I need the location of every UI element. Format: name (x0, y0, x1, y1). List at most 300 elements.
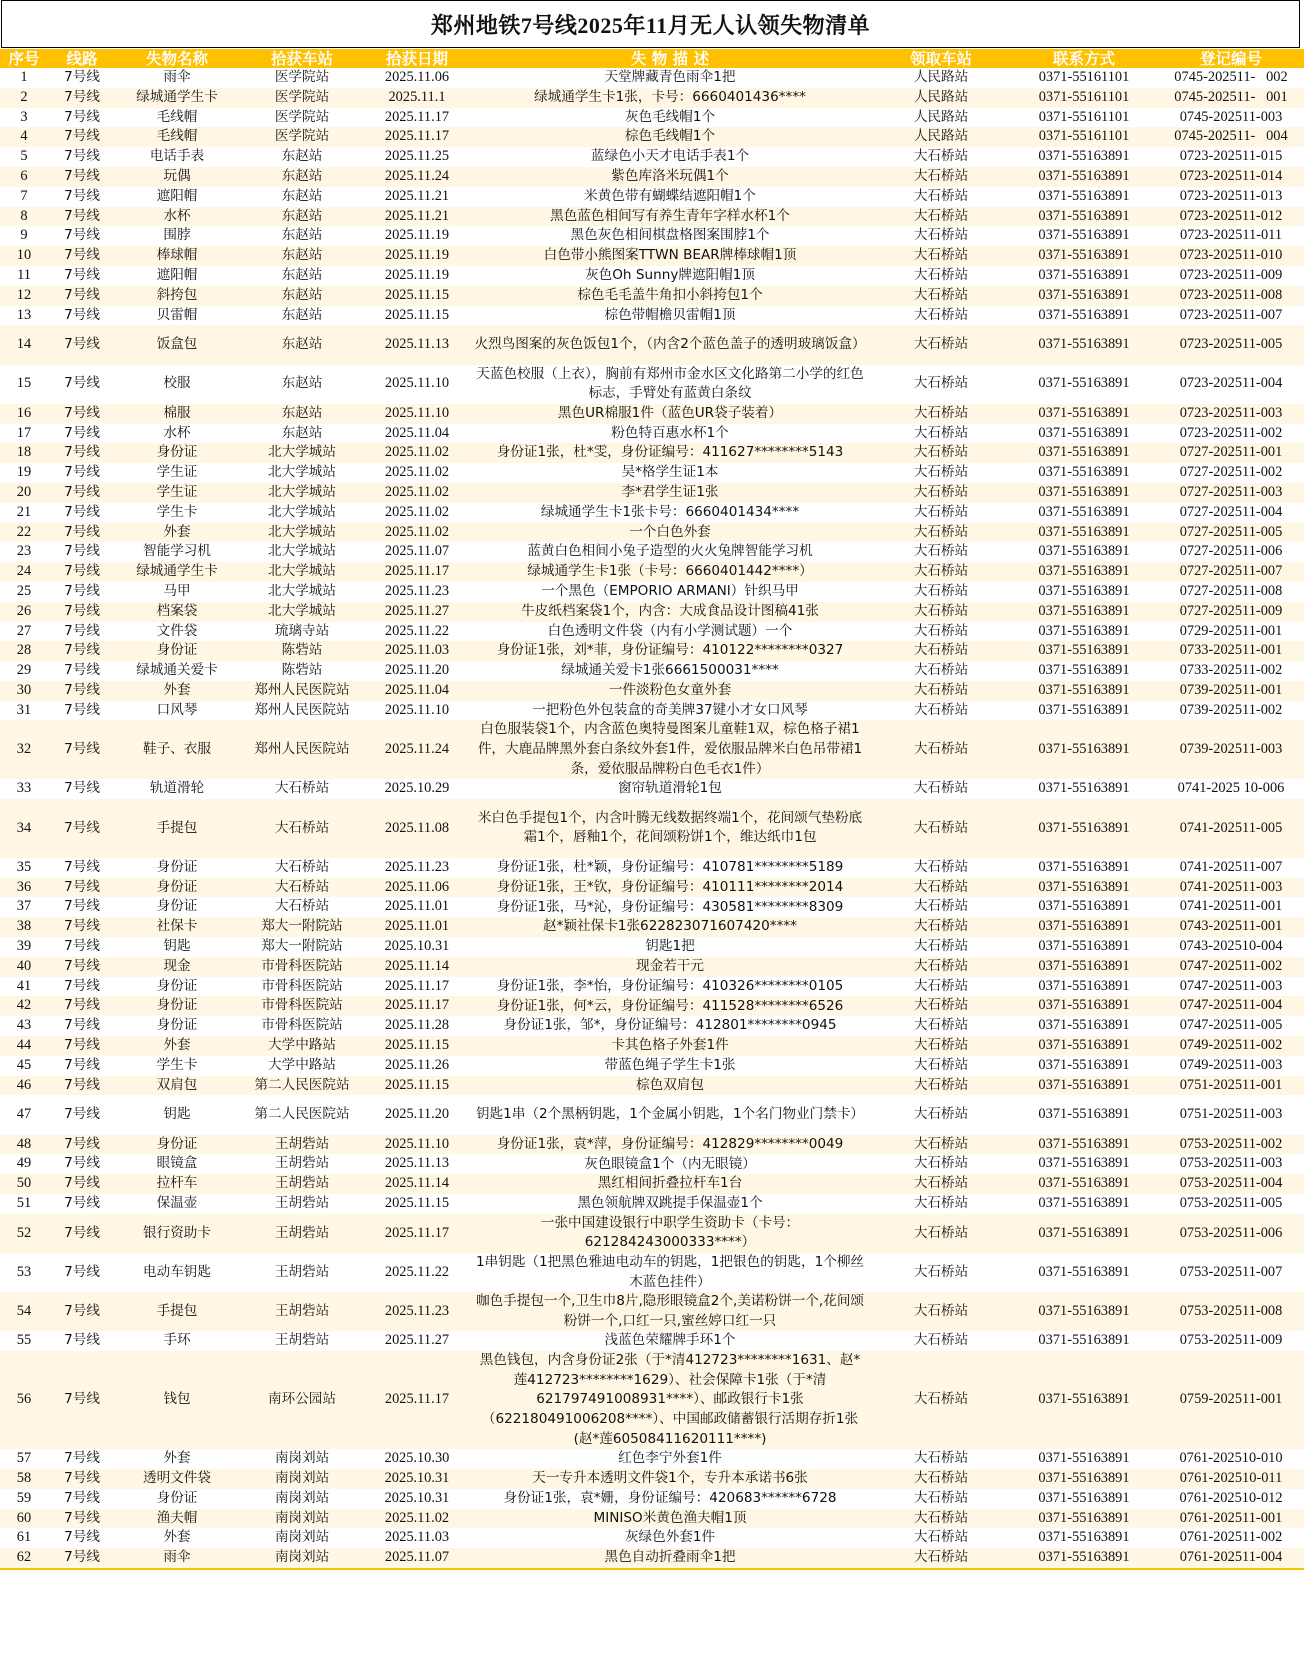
cell-line: 7号线 (48, 1528, 116, 1548)
cell-found-station: 第二人民医院站 (238, 1076, 366, 1096)
cell-found-station: 市骨科医院站 (238, 1016, 366, 1036)
cell-description: 黑红相间折叠拉杆车1台 (468, 1174, 872, 1194)
cell-no: 31 (0, 701, 48, 721)
cell-description: 蓝黄白色相间小兔子造型的火火兔牌智能学习机 (468, 542, 872, 562)
cell-description: 灰绿色外套1件 (468, 1528, 872, 1548)
cell-line: 7号线 (48, 108, 116, 128)
cell-found-station: 北大学城站 (238, 562, 366, 582)
cell-reg-no: 0751-202511-001 (1158, 1076, 1304, 1096)
cell-no: 19 (0, 463, 48, 483)
col-header-no: 序号 (0, 49, 48, 68)
cell-reg-no: 0727-202511-005 (1158, 523, 1304, 543)
table-row (0, 1253, 1304, 1292)
cell-pickup-station: 大石桥站 (872, 562, 1010, 582)
cell-line: 7号线 (48, 1449, 116, 1469)
cell-no: 35 (0, 858, 48, 878)
cell-contact: 0371-55163891 (1010, 1253, 1158, 1292)
cell-found-station: 郑州人民医院站 (238, 681, 366, 701)
cell-found-station: 王胡砦站 (238, 1135, 366, 1155)
cell-contact: 0371-55163891 (1010, 661, 1158, 681)
cell-reg-no: 0723-202511-009 (1158, 266, 1304, 286)
table-row (0, 1154, 1304, 1174)
cell-reg-no: 0761-202510-012 (1158, 1489, 1304, 1509)
cell-contact: 0371-55163891 (1010, 582, 1158, 602)
cell-no: 16 (0, 404, 48, 424)
cell-date: 2025.11.17 (366, 1351, 468, 1449)
cell-reg-no: 0753-202511-003 (1158, 1154, 1304, 1174)
cell-contact: 0371-55163891 (1010, 917, 1158, 937)
cell-line: 7号线 (48, 996, 116, 1016)
cell-contact: 0371-55163891 (1010, 641, 1158, 661)
cell-reg-no: 0753-202511-009 (1158, 1331, 1304, 1351)
cell-contact: 0371-55161101 (1010, 127, 1158, 147)
cell-reg-no: 0741-202511-001 (1158, 897, 1304, 917)
cell-date: 2025.11.27 (366, 602, 468, 622)
cell-found-station: 陈砦站 (238, 661, 366, 681)
cell-no: 46 (0, 1076, 48, 1096)
table-row (0, 88, 1304, 108)
cell-found-station: 东赵站 (238, 424, 366, 444)
cell-pickup-station: 大石桥站 (872, 1056, 1010, 1076)
cell-description: 红色李宁外套1件 (468, 1449, 872, 1469)
table-row (0, 622, 1304, 642)
cell-found-station: 东赵站 (238, 404, 366, 424)
table-row (0, 1194, 1304, 1214)
cell-line: 7号线 (48, 799, 116, 858)
cell-reg-no: 0723-202511-010 (1158, 246, 1304, 266)
table-row (0, 127, 1304, 147)
cell-found-station: 东赵站 (238, 167, 366, 187)
cell-date: 2025.11.02 (366, 1509, 468, 1529)
cell-description: 绿城通关爱卡1张6661500031**** (468, 661, 872, 681)
cell-date: 2025.11.08 (366, 799, 468, 858)
cell-no: 56 (0, 1351, 48, 1449)
cell-description: 身份证1张，刘*菲，身份证编号：410122********0327 (468, 641, 872, 661)
cell-contact: 0371-55163891 (1010, 1214, 1158, 1253)
cell-line: 7号线 (48, 878, 116, 898)
cell-description: 天堂牌藏青色雨伞1把 (468, 68, 872, 88)
cell-pickup-station: 大石桥站 (872, 1449, 1010, 1469)
cell-item: 身份证 (116, 897, 238, 917)
cell-date: 2025.11.1 (366, 88, 468, 108)
table-row (0, 1174, 1304, 1194)
cell-found-station: 郑大一附院站 (238, 917, 366, 937)
cell-pickup-station: 大石桥站 (872, 917, 1010, 937)
cell-pickup-station: 大石桥站 (872, 937, 1010, 957)
cell-pickup-station: 大石桥站 (872, 226, 1010, 246)
cell-date: 2025.11.19 (366, 226, 468, 246)
cell-description: 钥匙1把 (468, 937, 872, 957)
cell-reg-no: 0727-202511-001 (1158, 443, 1304, 463)
cell-item: 学生证 (116, 463, 238, 483)
table-row (0, 720, 1304, 779)
table-row (0, 562, 1304, 582)
cell-description: 米白色手提包1个，内含叶腾无线数据终端1个，花间颂气垫粉底霜1个，唇釉1个，花间颂粉饼1个，维达纸巾1包 (468, 799, 872, 858)
cell-found-station: 北大学城站 (238, 602, 366, 622)
cell-item: 玩偶 (116, 167, 238, 187)
cell-reg-no: 0753-202511-006 (1158, 1214, 1304, 1253)
cell-item: 身份证 (116, 1016, 238, 1036)
cell-pickup-station: 大石桥站 (872, 246, 1010, 266)
cell-no: 14 (0, 325, 48, 364)
cell-pickup-station: 大石桥站 (872, 1331, 1010, 1351)
cell-line: 7号线 (48, 937, 116, 957)
cell-description: 黑色领航牌双跳提手保温壶1个 (468, 1194, 872, 1214)
cell-description: 咖色手提包一个,卫生巾8片,隐形眼镜盒2个,美诺粉饼一个,花间颂粉饼一个,口红一只,蜜丝婷口红一只 (468, 1292, 872, 1331)
cell-description: 黑色UR棉服1件（蓝色UR袋子装着） (468, 404, 872, 424)
cell-description: 黑色自动折叠雨伞1把 (468, 1548, 872, 1569)
cell-item: 身份证 (116, 641, 238, 661)
cell-no: 17 (0, 424, 48, 444)
cell-date: 2025.11.02 (366, 443, 468, 463)
cell-item: 口风琴 (116, 701, 238, 721)
cell-no: 47 (0, 1095, 48, 1134)
cell-description: 棕色毛线帽1个 (468, 127, 872, 147)
cell-description: 身份证1张，邹*，身份证编号：412801********0945 (468, 1016, 872, 1036)
cell-pickup-station: 大石桥站 (872, 1154, 1010, 1174)
cell-line: 7号线 (48, 1076, 116, 1096)
cell-pickup-station: 大石桥站 (872, 404, 1010, 424)
cell-pickup-station: 大石桥站 (872, 1351, 1010, 1449)
cell-contact: 0371-55163891 (1010, 1076, 1158, 1096)
cell-date: 2025.11.15 (366, 1076, 468, 1096)
table-row (0, 878, 1304, 898)
cell-reg-no: 0723-202511-004 (1158, 365, 1304, 404)
cell-no: 44 (0, 1036, 48, 1056)
col-header-item: 失物名称 (116, 49, 238, 68)
cell-reg-no: 0743-202510-004 (1158, 937, 1304, 957)
cell-found-station: 南岗刘站 (238, 1509, 366, 1529)
table-row (0, 1528, 1304, 1548)
cell-contact: 0371-55163891 (1010, 1194, 1158, 1214)
cell-reg-no: 0727-202511-004 (1158, 503, 1304, 523)
cell-found-station: 郑州人民医院站 (238, 720, 366, 779)
cell-description: 身份证1张，杜*颖，身份证编号：410781********5189 (468, 858, 872, 878)
cell-item: 身份证 (116, 878, 238, 898)
cell-line: 7号线 (48, 147, 116, 167)
cell-pickup-station: 人民路站 (872, 68, 1010, 88)
cell-pickup-station: 大石桥站 (872, 1469, 1010, 1489)
cell-pickup-station: 大石桥站 (872, 325, 1010, 364)
cell-no: 30 (0, 681, 48, 701)
cell-pickup-station: 大石桥站 (872, 957, 1010, 977)
cell-no: 39 (0, 937, 48, 957)
cell-no: 54 (0, 1292, 48, 1331)
cell-date: 2025.11.23 (366, 858, 468, 878)
cell-contact: 0371-55163891 (1010, 1489, 1158, 1509)
table-row (0, 1214, 1304, 1253)
cell-found-station: 医学院站 (238, 108, 366, 128)
cell-no: 11 (0, 266, 48, 286)
table-row (0, 1509, 1304, 1529)
table-row (0, 286, 1304, 306)
cell-date: 2025.11.04 (366, 424, 468, 444)
cell-no: 20 (0, 483, 48, 503)
cell-found-station: 大石桥站 (238, 858, 366, 878)
cell-pickup-station: 大石桥站 (872, 306, 1010, 326)
cell-reg-no: 0749-202511-003 (1158, 1056, 1304, 1076)
table-row (0, 641, 1304, 661)
cell-item: 电话手表 (116, 147, 238, 167)
cell-date: 2025.10.31 (366, 1469, 468, 1489)
cell-no: 34 (0, 799, 48, 858)
cell-line: 7号线 (48, 681, 116, 701)
cell-contact: 0371-55163891 (1010, 1548, 1158, 1569)
cell-reg-no: 0727-202511-008 (1158, 582, 1304, 602)
table-row (0, 226, 1304, 246)
cell-reg-no: 0747-202511-004 (1158, 996, 1304, 1016)
col-header-pickup-station: 领取车站 (872, 49, 1010, 68)
cell-found-station: 南岗刘站 (238, 1489, 366, 1509)
cell-date: 2025.11.24 (366, 167, 468, 187)
cell-item: 身份证 (116, 1489, 238, 1509)
cell-contact: 0371-55163891 (1010, 1154, 1158, 1174)
cell-line: 7号线 (48, 858, 116, 878)
cell-found-station: 市骨科医院站 (238, 996, 366, 1016)
cell-date: 2025.11.04 (366, 681, 468, 701)
cell-date: 2025.11.23 (366, 582, 468, 602)
cell-reg-no: 0761-202510-010 (1158, 1449, 1304, 1469)
cell-found-station: 医学院站 (238, 88, 366, 108)
cell-date: 2025.11.23 (366, 1292, 468, 1331)
table-row (0, 681, 1304, 701)
cell-contact: 0371-55163891 (1010, 937, 1158, 957)
cell-line: 7号线 (48, 286, 116, 306)
cell-item: 身份证 (116, 977, 238, 997)
cell-description: 一把粉色外包装盒的奇美牌37键小才女口风琴 (468, 701, 872, 721)
cell-date: 2025.11.26 (366, 1056, 468, 1076)
cell-pickup-station: 大石桥站 (872, 286, 1010, 306)
cell-no: 62 (0, 1548, 48, 1569)
cell-pickup-station: 大石桥站 (872, 424, 1010, 444)
cell-no: 32 (0, 720, 48, 779)
table-row (0, 917, 1304, 937)
cell-no: 2 (0, 88, 48, 108)
cell-reg-no: 0741-2025 10-006 (1158, 779, 1304, 799)
cell-found-station: 王胡砦站 (238, 1174, 366, 1194)
cell-pickup-station: 大石桥站 (872, 266, 1010, 286)
cell-no: 5 (0, 147, 48, 167)
cell-contact: 0371-55163891 (1010, 523, 1158, 543)
col-header-found-station: 拾获车站 (238, 49, 366, 68)
cell-item: 绿城通关爱卡 (116, 661, 238, 681)
cell-description: 天蓝色校服（上衣），胸前有郑州市金水区文化路第二小学的红色标志，手臂处有蓝黄白条纹 (468, 365, 872, 404)
col-header-line: 线路 (48, 49, 116, 68)
cell-line: 7号线 (48, 1469, 116, 1489)
cell-item: 现金 (116, 957, 238, 977)
cell-pickup-station: 大石桥站 (872, 779, 1010, 799)
cell-contact: 0371-55163891 (1010, 1095, 1158, 1134)
cell-found-station: 第二人民医院站 (238, 1095, 366, 1134)
cell-description: 棕色带帽檐贝雷帽1顶 (468, 306, 872, 326)
cell-contact: 0371-55163891 (1010, 365, 1158, 404)
cell-line: 7号线 (48, 1016, 116, 1036)
cell-no: 59 (0, 1489, 48, 1509)
cell-contact: 0371-55163891 (1010, 1135, 1158, 1155)
cell-date: 2025.11.14 (366, 957, 468, 977)
cell-item: 保温壶 (116, 1194, 238, 1214)
cell-no: 61 (0, 1528, 48, 1548)
cell-no: 25 (0, 582, 48, 602)
cell-reg-no: 0761-202511-004 (1158, 1548, 1304, 1569)
cell-description: 钥匙1串（2个黑柄钥匙，1个金属小钥匙，1个名门物业门禁卡） (468, 1095, 872, 1134)
cell-date: 2025.11.27 (366, 1331, 468, 1351)
cell-pickup-station: 大石桥站 (872, 1253, 1010, 1292)
cell-item: 电动车钥匙 (116, 1253, 238, 1292)
cell-date: 2025.11.14 (366, 1174, 468, 1194)
cell-date: 2025.11.03 (366, 1528, 468, 1548)
cell-date: 2025.11.17 (366, 1214, 468, 1253)
table-row (0, 306, 1304, 326)
cell-found-station: 北大学城站 (238, 483, 366, 503)
cell-no: 29 (0, 661, 48, 681)
cell-description: 现金若干元 (468, 957, 872, 977)
cell-description: 一张中国建设银行中职学生资助卡（卡号：621284243000333****） (468, 1214, 872, 1253)
cell-description: 棕色毛毛盖牛角扣小斜挎包1个 (468, 286, 872, 306)
cell-date: 2025.11.15 (366, 1194, 468, 1214)
cell-found-station: 东赵站 (238, 187, 366, 207)
cell-no: 21 (0, 503, 48, 523)
cell-reg-no: 0733-202511-001 (1158, 641, 1304, 661)
cell-line: 7号线 (48, 897, 116, 917)
table-row (0, 542, 1304, 562)
cell-no: 23 (0, 542, 48, 562)
table-row (0, 1469, 1304, 1489)
lost-items-table (0, 49, 1304, 1570)
cell-line: 7号线 (48, 1135, 116, 1155)
cell-line: 7号线 (48, 641, 116, 661)
cell-contact: 0371-55163891 (1010, 858, 1158, 878)
cell-no: 3 (0, 108, 48, 128)
table-row (0, 661, 1304, 681)
cell-item: 雨伞 (116, 1548, 238, 1569)
cell-no: 51 (0, 1194, 48, 1214)
cell-date: 2025.11.21 (366, 207, 468, 227)
cell-reg-no: 0753-202511-002 (1158, 1135, 1304, 1155)
cell-contact: 0371-55163891 (1010, 779, 1158, 799)
cell-no: 22 (0, 523, 48, 543)
cell-item: 钥匙 (116, 937, 238, 957)
cell-line: 7号线 (48, 1056, 116, 1076)
cell-line: 7号线 (48, 207, 116, 227)
table-row (0, 1548, 1304, 1569)
cell-reg-no: 0723-202511-002 (1158, 424, 1304, 444)
cell-reg-no: 0727-202511-007 (1158, 562, 1304, 582)
cell-no: 9 (0, 226, 48, 246)
cell-item: 绿城通学生卡 (116, 562, 238, 582)
cell-reg-no: 0743-202511-001 (1158, 917, 1304, 937)
table-row (0, 1076, 1304, 1096)
cell-reg-no: 0745-202511- 004 (1158, 127, 1304, 147)
cell-date: 2025.11.22 (366, 622, 468, 642)
cell-description: 卡其色格子外套1件 (468, 1036, 872, 1056)
cell-line: 7号线 (48, 1036, 116, 1056)
cell-item: 围脖 (116, 226, 238, 246)
cell-found-station: 大石桥站 (238, 878, 366, 898)
cell-contact: 0371-55163891 (1010, 187, 1158, 207)
cell-date: 2025.11.21 (366, 187, 468, 207)
cell-contact: 0371-55163891 (1010, 424, 1158, 444)
cell-item: 渔夫帽 (116, 1509, 238, 1529)
cell-pickup-station: 大石桥站 (872, 661, 1010, 681)
cell-found-station: 北大学城站 (238, 582, 366, 602)
cell-pickup-station: 大石桥站 (872, 1135, 1010, 1155)
cell-contact: 0371-55163891 (1010, 562, 1158, 582)
cell-date: 2025.11.13 (366, 1154, 468, 1174)
cell-item: 眼镜盒 (116, 1154, 238, 1174)
cell-contact: 0371-55163891 (1010, 483, 1158, 503)
cell-contact: 0371-55163891 (1010, 681, 1158, 701)
table-row (0, 996, 1304, 1016)
cell-description: 天一专升本透明文件袋1个，专升本承诺书6张 (468, 1469, 872, 1489)
cell-reg-no: 0741-202511-003 (1158, 878, 1304, 898)
cell-reg-no: 0723-202511-003 (1158, 404, 1304, 424)
cell-contact: 0371-55163891 (1010, 1174, 1158, 1194)
cell-pickup-station: 大石桥站 (872, 147, 1010, 167)
cell-no: 57 (0, 1449, 48, 1469)
cell-description: 吴*格学生证1本 (468, 463, 872, 483)
cell-line: 7号线 (48, 720, 116, 779)
cell-reg-no: 0745-202511- 001 (1158, 88, 1304, 108)
cell-item: 棉服 (116, 404, 238, 424)
cell-description: 1串钥匙（1把黑色雅迪电动车的钥匙，1把银色的钥匙，1个柳丝木蓝色挂件） (468, 1253, 872, 1292)
cell-item: 透明文件袋 (116, 1469, 238, 1489)
cell-date: 2025.11.17 (366, 127, 468, 147)
cell-no: 28 (0, 641, 48, 661)
cell-contact: 0371-55163891 (1010, 286, 1158, 306)
cell-reg-no: 0751-202511-003 (1158, 1095, 1304, 1134)
cell-reg-no: 0723-202511-005 (1158, 325, 1304, 364)
cell-no: 4 (0, 127, 48, 147)
cell-contact: 0371-55163891 (1010, 977, 1158, 997)
cell-date: 2025.11.25 (366, 147, 468, 167)
cell-pickup-station: 大石桥站 (872, 443, 1010, 463)
cell-date: 2025.11.10 (366, 404, 468, 424)
cell-item: 外套 (116, 523, 238, 543)
cell-contact: 0371-55163891 (1010, 1331, 1158, 1351)
cell-no: 37 (0, 897, 48, 917)
cell-reg-no: 0747-202511-005 (1158, 1016, 1304, 1036)
cell-contact: 0371-55163891 (1010, 542, 1158, 562)
cell-reg-no: 0733-202511-002 (1158, 661, 1304, 681)
page-title: 郑州地铁7号线2025年11月无人认领失物清单 (430, 12, 871, 38)
table-row (0, 897, 1304, 917)
cell-date: 2025.11.10 (366, 365, 468, 404)
cell-no: 55 (0, 1331, 48, 1351)
cell-pickup-station: 大石桥站 (872, 503, 1010, 523)
cell-date: 2025.11.01 (366, 917, 468, 937)
cell-no: 43 (0, 1016, 48, 1036)
cell-description: 米黄色带有蝴蝶结遮阳帽1个 (468, 187, 872, 207)
cell-no: 10 (0, 246, 48, 266)
cell-found-station: 市骨科医院站 (238, 977, 366, 997)
table-row (0, 602, 1304, 622)
cell-date: 2025.11.19 (366, 266, 468, 286)
cell-contact: 0371-55163891 (1010, 266, 1158, 286)
cell-found-station: 医学院站 (238, 127, 366, 147)
cell-found-station: 东赵站 (238, 266, 366, 286)
cell-contact: 0371-55163891 (1010, 799, 1158, 858)
cell-pickup-station: 大石桥站 (872, 701, 1010, 721)
cell-line: 7号线 (48, 917, 116, 937)
cell-date: 2025.11.02 (366, 503, 468, 523)
cell-line: 7号线 (48, 701, 116, 721)
cell-description: 赵*颖社保卡1张622823071607420**** (468, 917, 872, 937)
cell-reg-no: 0753-202511-008 (1158, 1292, 1304, 1331)
cell-reg-no: 0747-202511-003 (1158, 977, 1304, 997)
table-row (0, 858, 1304, 878)
cell-contact: 0371-55163891 (1010, 1469, 1158, 1489)
